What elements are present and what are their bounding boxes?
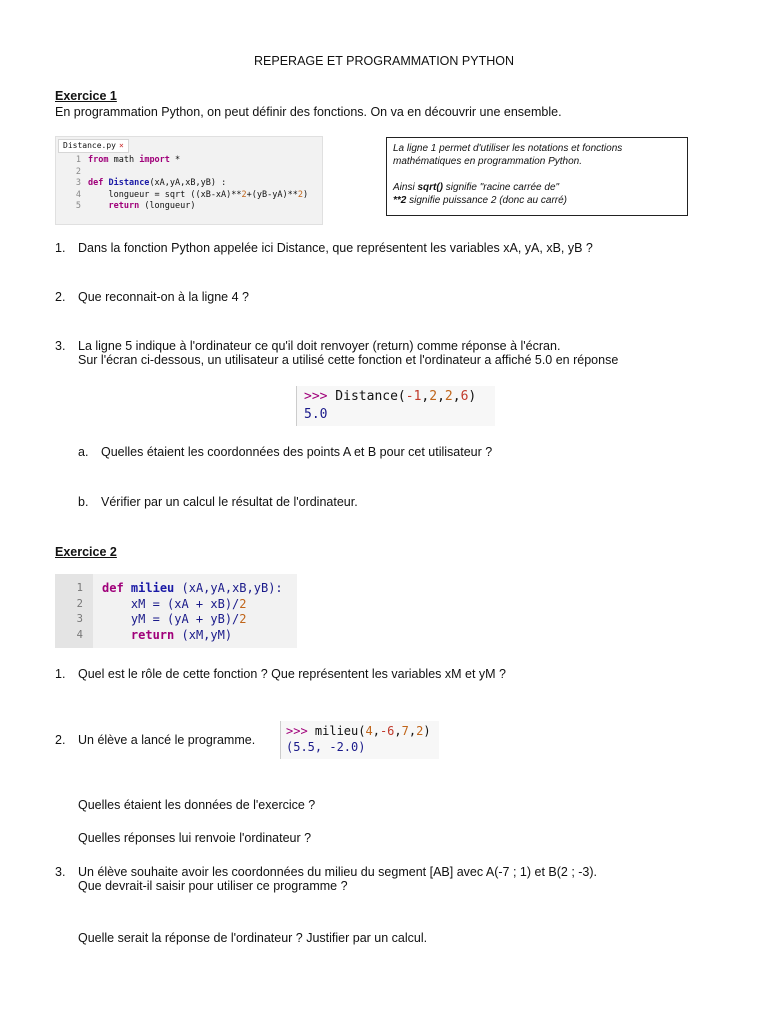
question-1-2: 2. Que reconnait-on à la ligne 4 ? [55, 290, 249, 304]
code-line-2 [88, 167, 308, 179]
editor-tab [58, 139, 129, 153]
python-shell-milieu [280, 721, 439, 759]
shell-input: >>> milieu(4,-6,7,2) [286, 724, 431, 738]
editor-tab-label: Distance.py [63, 141, 116, 150]
line-numbers [63, 581, 83, 643]
page-title: REPERAGE ET PROGRAMMATION PYTHON [254, 54, 514, 68]
question-1-3a: a. Quelles étaient les coordonnées des points A et B pour cet utilisateur ? [78, 445, 493, 459]
question-1-3b: b. Vérifier par un calcul le résultat de l'ordinateur. [78, 495, 358, 509]
code-line-2: xM = (xA + xB)/2 [102, 596, 247, 611]
question-1-3: 3. La ligne 5 indique à l'ordinateur ce qu'il doit renvoyer (return) comme réponse à l'écran. Sur l'écran ci-dessous, un utilisateur a utilisé cette fonction et l'ordinateur a affiché 5.0 en réponse [55, 339, 619, 367]
question-2-2-sub1: Quelles étaient les données de l'exercice ? [78, 798, 316, 812]
python-shell-distance [296, 386, 495, 426]
code-source [88, 155, 308, 213]
exercise-1-intro: En programmation Python, on peut définir des fonctions. On va en découvrir une ensemble. [55, 105, 562, 119]
code-screenshot-distance [55, 136, 323, 225]
note-line: La ligne 1 permet d'utiliser les notations et fonctions [393, 143, 623, 154]
line-number: 3 [75, 178, 81, 188]
shell-output: (5.5, -2.0) [286, 740, 366, 754]
question-2-3-sub: Quelle serait la réponse de l'ordinateur ? Justifier par un calcul. [78, 931, 428, 945]
question-2-2-sub2: Quelles réponses lui renvoie l'ordinateur ? [78, 831, 312, 845]
code-line-3: def Distance(xA,yA,xB,yB) : [88, 178, 227, 188]
note-line: **2 signifie puissance 2 (donc au carré) [393, 195, 567, 206]
code-line-1: def milieu (xA,yA,xB,yB): [102, 581, 283, 595]
line-number: 1 [76, 582, 83, 594]
line-number: 1 [75, 155, 81, 165]
question-2-3: 3. Un élève souhaite avoir les coordonnées du milieu du segment [AB] avec A(-7 ; 1) et B(2 ; -3). Que devrait-il saisir pour utiliser ce programme ? [55, 865, 598, 893]
line-number: 2 [75, 166, 81, 177]
exercise-1-heading: Exercice 1 [55, 89, 117, 103]
code-line-3: yM = (yA + yB)/2 [102, 612, 247, 626]
question-2-2: 2. Un élève a lancé le programme. [55, 733, 256, 747]
code-line-4: return (xM,yM) [130, 627, 233, 642]
note-box [386, 137, 688, 216]
code-line-5: return (longueur) [108, 201, 196, 211]
code-source [102, 581, 283, 643]
exercise-2-heading: Exercice 2 [55, 545, 117, 559]
shell-output: 5.0 [304, 407, 328, 422]
code-screenshot-milieu [55, 574, 297, 648]
code-line-4: longueur = sqrt ((xB-xA)**2+(yB-yA)**2) [88, 189, 309, 200]
line-numbers [59, 155, 81, 213]
shell-input: >>> Distance(-1,2,2,6) [304, 389, 477, 404]
line-number: 5 [75, 201, 81, 211]
line-number: 4 [75, 189, 81, 200]
question-2-1: 1. Quel est le rôle de cette fonction ? Que représentent les variables xM et yM ? [55, 667, 506, 681]
line-number: 3 [76, 613, 83, 625]
code-line-1: from math import * [88, 155, 181, 165]
line-number: 4 [76, 628, 83, 641]
close-icon: × [118, 141, 124, 150]
line-number: 2 [76, 597, 83, 610]
note-line: mathématiques en programmation Python. [393, 156, 582, 167]
question-1-1: 1. Dans la fonction Python appelée ici Distance, que représentent les variables xA, yA, xB, yB ? [55, 241, 593, 255]
note-line: Ainsi sqrt() signifie "racine carrée de" [393, 182, 560, 193]
